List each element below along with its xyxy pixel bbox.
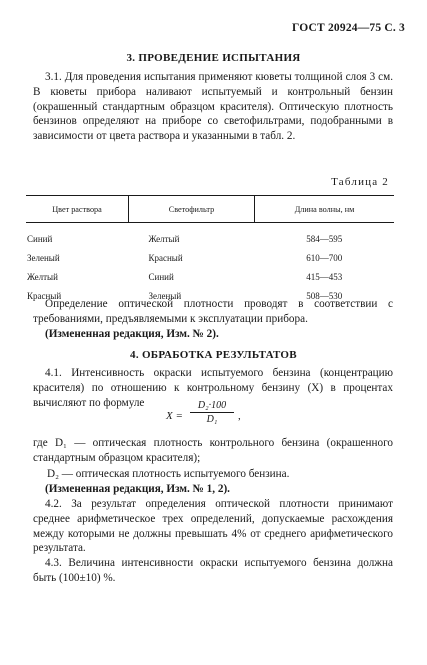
table-cell: Желтый bbox=[27, 271, 58, 282]
paragraph-number: 3.1. bbox=[45, 71, 62, 83]
table-cell: 584—595 bbox=[306, 233, 343, 244]
filters-table bbox=[26, 195, 394, 305]
formula-numerator: D₂·100 bbox=[197, 400, 227, 411]
table-header-cell: Светофильтр bbox=[129, 196, 255, 223]
paragraph-4-2 bbox=[33, 497, 393, 556]
paragraph-text: 4.2. За результат определения оптической плотности принимают среднее арифметическое трех определений, допускаемые расхождения между которыми не должны превышать 4% от среднего арифметического результата. bbox=[33, 498, 393, 555]
section-3-title: 3. ПРОВЕДЕНИЕ ИСПЫТАНИЯ bbox=[126, 52, 301, 64]
paragraph-text: 4.1. Интенсивность окраски испытуемого бензина (концентрацию красителя) по отношению к контрольному бензину (X) в процентах вычисляют по формуле bbox=[33, 367, 393, 409]
edit-note bbox=[33, 327, 393, 342]
table-cell: 610—700 bbox=[306, 252, 343, 263]
table-header-row bbox=[26, 196, 394, 223]
table-header-cell: Длина волны, нм bbox=[255, 196, 395, 223]
paragraph-text: D₂ — оптическая плотность испытуемого бензина. bbox=[47, 468, 290, 480]
table-cell: Зеленый bbox=[27, 252, 60, 263]
table-cell: Красный bbox=[27, 290, 62, 301]
formula-denominator: D₁ bbox=[206, 414, 218, 425]
table-cell: Зеленый bbox=[148, 290, 182, 301]
paragraph-text: 4.3. Величина интенсивности окраски испытуемого бензина должна быть (100±10) %. bbox=[33, 557, 393, 584]
table-cell: 415—453 bbox=[306, 271, 343, 282]
edit-note-text: (Измененная редакция, Изм. № 2). bbox=[45, 328, 219, 340]
table-header-cell: Цвет раствора bbox=[26, 196, 129, 223]
section-4-title: 4. ОБРАБОТКА РЕЗУЛЬТАТОВ bbox=[130, 349, 297, 361]
formula-lhs: X = bbox=[166, 410, 183, 422]
formula-where-2 bbox=[47, 467, 393, 482]
table-row bbox=[26, 248, 394, 267]
table-cell: Синий bbox=[27, 233, 53, 244]
edit-note bbox=[33, 482, 393, 497]
paragraph-3-1 bbox=[33, 70, 393, 144]
paragraph-text: Для проведения испытания применяют кюветы толщиной слоя 3 см. В кюветы прибора наливают испытуемый и контрольный бензин (окрашенный стандартным образцом красителя). Оптическую плотность бензинов определяют на приборе со светофильтрами, подобранными в зависимости от цвета раствора и указанными в табл. 2. bbox=[33, 71, 394, 143]
formula-where-1 bbox=[33, 436, 393, 466]
paragraph-text: Определение оптической плотности проводят в соответствии с требованиями, предъявляемыми к эксплуатации прибора. bbox=[33, 298, 393, 325]
fraction-bar bbox=[190, 412, 234, 413]
paragraph-4-3 bbox=[33, 556, 393, 586]
formula-fraction bbox=[188, 400, 236, 425]
formula bbox=[160, 400, 280, 434]
edit-note-text: (Измененная редакция, Изм. № 1, 2). bbox=[45, 483, 230, 495]
table-cell: Синий bbox=[148, 271, 174, 282]
table-caption: Таблица 2 bbox=[331, 176, 389, 188]
table-row bbox=[26, 267, 394, 286]
table-row bbox=[26, 223, 394, 249]
paragraph-after-table bbox=[33, 297, 393, 327]
table-cell: 508—530 bbox=[306, 290, 343, 301]
page-header-ref: ГОСТ 20924—75 С. 3 bbox=[292, 22, 405, 34]
table-cell: Красный bbox=[148, 252, 183, 263]
table-cell: Желтый bbox=[148, 233, 180, 244]
paragraph-text: где D₁ — оптическая плотность контрольного бензина (окрашенного стандартным образцом красителя); bbox=[33, 437, 393, 464]
formula-tail: , bbox=[238, 410, 241, 422]
